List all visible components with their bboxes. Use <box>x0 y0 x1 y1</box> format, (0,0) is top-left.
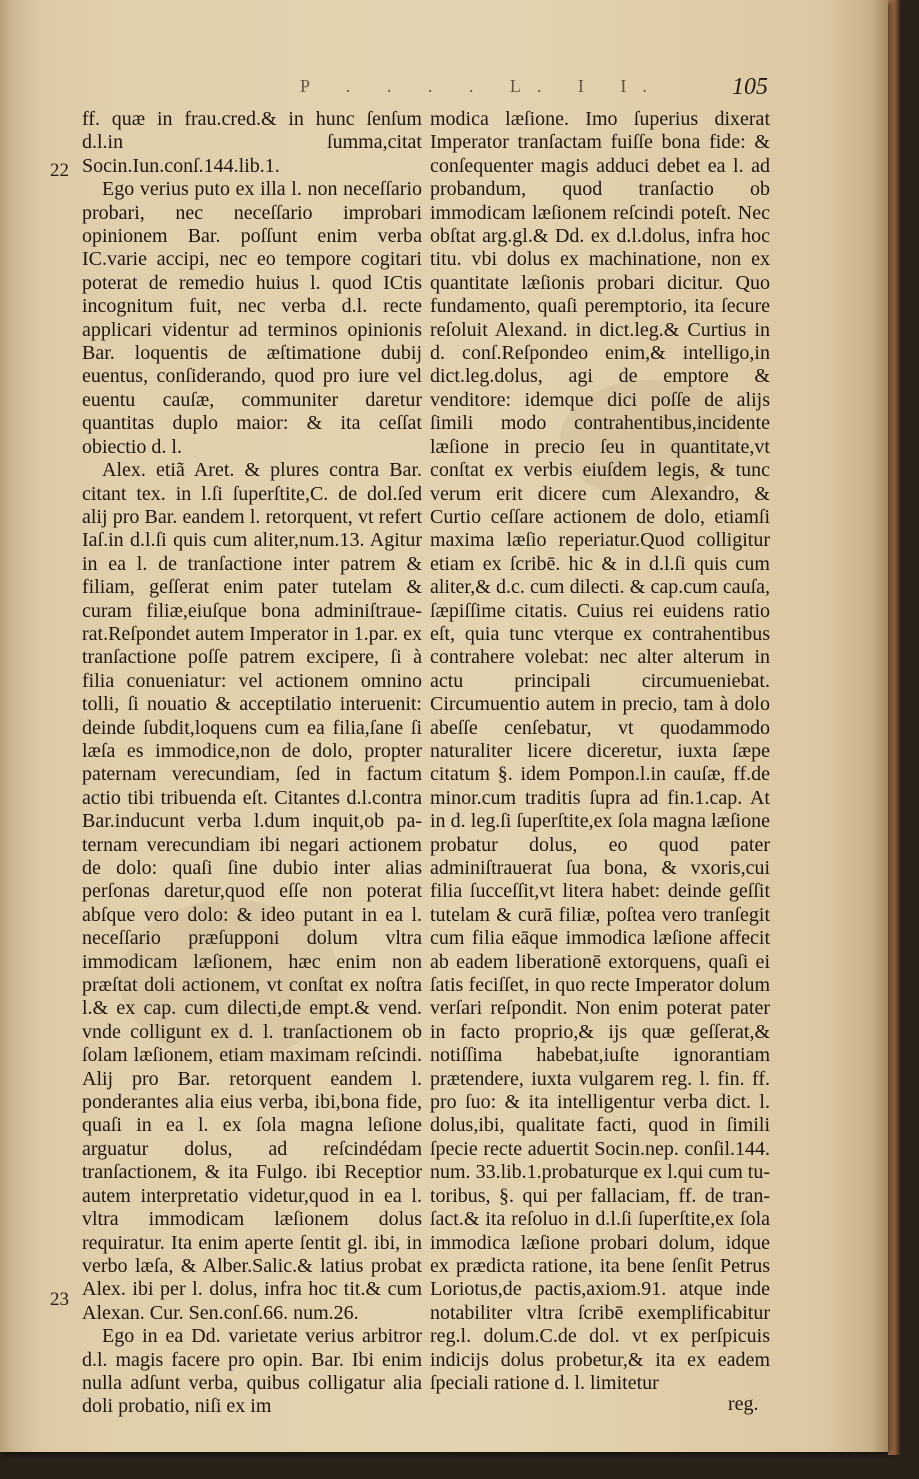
paragraph: Alex. etiã Aret. & plures contra Bar. citant tex. in l.ſi ſuperſtite,C. de dol.ſed alij pro Bar. eandem l. retorquent, vt refert Iaſ.in d.l.ſi quis cum aliter,num.13. Agitur in ea l. de tranſactione inter patrem & filiam, geſſerat enim pater tutelam & curam filiæ,eiuſque bona adminiſtrauerat.Reſpondet autem Imperator in 1.par. ex tranſactione poſſe patrem excipere, ſi à filia conueniatur: vel actionem omnino tolli, ſi nouatio & acceptilatio interuenit: deinde ſubdit,loquens cum ea filia,ſane ſi læſa es immodice,non de dolo, propter paternam verecundiam, ſed in factum actio tibi tribuenda eſt. Citantes d.l.contra Bar.inducunt verba l.dum inquit,ob paternam verecundiam ibi negari actionem de dolo: quaſi ſine dubio inter alias perſonas daretur,quod eſſe non poterat abſque vero dolo: & ideo putant in ea l. neceſſario præſupponi dolum vltra immodicam læſionem, hæc enim non præſtat doli actionem, vt conſtat ex noſtra l.& ex cap. cum dilecti,de empt.& vend. vnde colligunt ex d. l. tranſactionem ob ſolam læſionem, etiam maximam reſcindi. Alij pro Bar. retorquent eandem l. ponderantes alia eius verba, ibi,bona fide, quaſi in ea l. ex ſola magna leſione arguatur dolus, ad reſcindédam tranſactionem, & ita Fulgo. ibi Receptior autem interpretatio videtur,quod in ea l. vltra immodicam læſionem dolus requiratur. Ita enim aperte ſentit gl. ibi, in verbo læſa, & Alber.Salic.& latius probat Alex. ibi per l. dolus, infra hoc tit.& cum Alexan. Cur. Sen.conſ.66. num.26. <box>82 459 422 1324</box>
page-edge <box>888 0 900 1455</box>
right-column <box>430 108 770 1398</box>
running-head: P . . . . L. I I. <box>300 76 663 96</box>
paragraph: Ego verius puto ex illa l. non neceſſario probari, nec neceſſario improbari opinionem Bar. poſſunt enim verba IC.varie accipi, nec eo tempore cogitari poterat de remedio huius l. quod ICtis incognitum fuit, nec verba d.l. recte applicari videntur ad terminos opinionis Bar. loquentis de æſtimatione dubij euentus, conſiderando, quod pro iure vel euentu cauſæ, communiter daretur quantitas duplo maior: & ita ceſſat obiectio d. l. <box>82 178 422 458</box>
paragraph: modica læſione. Imo ſuperius dixerat Imperator tranſactam fuiſſe bona fide: & conſequenter magis adduci debet ea l. ad probandum, quod tranſactio ob immodicam læſionem reſcindi poteſt. Nec obſtat arg.gl.& Dd. ex d.l.dolus, infra hoc titu. vbi dolus ex machinatione, non ex quantitate læſionis probari dicitur. Quo fundamento, quaſi peremptorio, ita ſecure reſoluit Alexand. in dict.leg.& Curtius in d. conſ.Reſpondeo enim,& intelligo,in dict.leg.dolus, agi de emptore & venditore: idemque dici poſſe de alijs ſimili modo contrahentibus,incidente læſione in precio ſeu in quantitate,vt conſtat ex verbis eiuſdem legis, & tunc verum erit dicere cum Alexandro, & Curtio ceſſare actionem de dolo, etiamſi maxima læſio reperiatur.Quod colligitur etiam ex ſcribē. hic & in d.l.ſi quis cum aliter,& d.c. cum dilecti. & cap.cum cauſa, ſæpiſſime citatis. Cuius rei euidens ratio eſt, quia tunc vterque ex contrahentibus contrahere volebat: nec alter alterum in actu principali circumueniebat. Circumuentio autem in precio, tam à dolo abeſſe cenſebatur, vt quodammodo naturaliter licere diceretur, iuxta ſæpe citatum §. idem Pompon.l.in cauſæ, ff.de minor.cum traditis ſupra ad fin.1.cap. At in d. leg.ſi ſuperſtite,ex ſola magna læſione probatur dolus, eo quod pater adminiſtrauerat ſua bona, & vxoris,cui filia ſucceſſit,vt litera habet: deinde geſſit tutelam & curā filiæ, poſtea vero tranſegit cum filia eāque immodica læſione affecit ab eadem liberationē extorquens, quaſi ei ſatis feciſſet, in quo recte Imperator dolum verſari reſpondit. Non enim poterat pater in facto proprio,& ijs quæ geſſerat,& notiſſima habebat,iuſte ignorantiam prætendere, iuxta vulgarem reg. l. fin. ff. pro ſuo: & ita intelligentur verba dict. l. dolus,ibi, qualitate facti, quod in ſimili ſpecie recte aduertit Socin.nep. conſil.144. num. 33.lib.1.probaturque ex l.qui cum tutoribus, §. qui per fallaciam, ff. de tranſact.& ita reſoluo in d.l.ſi ſuperſtite,ex ſola immodica læſione probari dolum, idque ex prædicta ratione, ita bene ſenſit Petrus Loriotus,de pactis,axiom.91. atque inde notabiliter vltra ſcribē exemplificabitur reg.l. dolum.C.de dol. vt ex perſpicuis indicijs dolus probetur,& ita ex eadem ſpeciali ratione d. l. limitetur <box>430 108 770 1394</box>
left-column <box>82 108 422 1418</box>
page-number: 105 <box>732 74 768 100</box>
page-header <box>0 74 888 104</box>
margin-number: 23 <box>50 1289 69 1310</box>
catchword: reg. <box>728 1393 759 1415</box>
margin-number: 22 <box>50 160 69 181</box>
paragraph: Ego in ea Dd. varietate verius arbitror d.l. magis facere pro opin. Bar. Ibi enim nulla adſunt verba, quibus colligatur alia doli probatio, niſi ex im <box>82 1325 422 1418</box>
paragraph: ff. quæ in frau.cred.& in hunc ſenſum d.l.in ſumma,citat Socin.Iun.conſ.144.lib.1. <box>82 108 422 177</box>
